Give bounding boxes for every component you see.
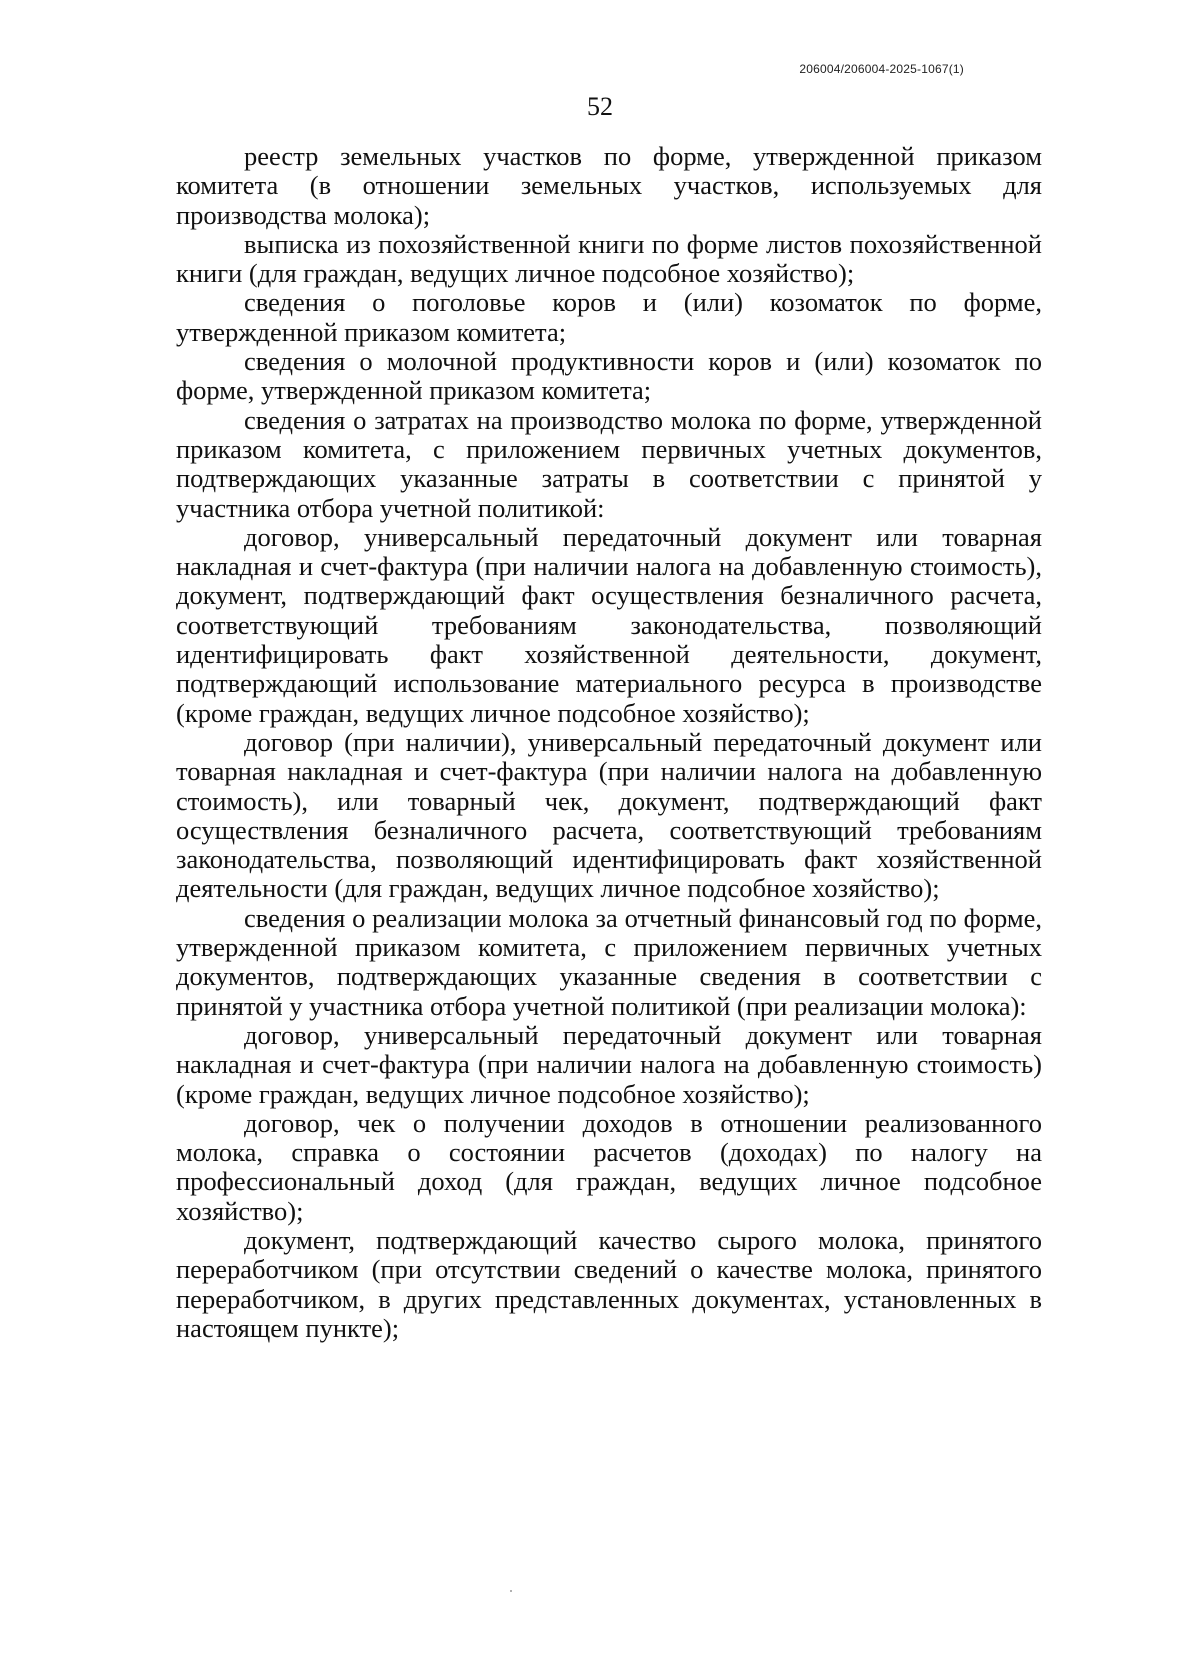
paragraph-sales-documents-households: договор, чек о получении доходов в отношении реализованного молока, справка о состоянии расчетов (доходах) по налогу на профессиональный доход (для граждан, ведущих личное подсобное хозяйство); xyxy=(176,1107,1042,1226)
scan-artifact xyxy=(510,1590,512,1592)
paragraph-milk-productivity: сведения о молочной продуктивности коров и (или) козоматок по форме, утвержденной приказом комитета; xyxy=(176,346,1042,406)
paragraph-production-costs: сведения о затратах на производство молока по форме, утвержденной приказом комитета, с приложением первичных учетных документов, подтверждающих указанные затраты в соответствии с принятой у участника отбора учетной политикой: xyxy=(176,404,1042,523)
paragraph-milk-quality: документ, подтверждающий качество сырого молока, принятого переработчиком (при отсутствии сведений о качестве молока, принятого переработчиком, в других представленных документах, установленных в настоящем пункте); xyxy=(176,1224,1042,1343)
paragraph-land-registry: реестр земельных участков по форме, утвержденной приказом комитета (в отношении земельных участков, используемых для производства молока); xyxy=(176,141,1042,230)
paragraph-milk-sales: сведения о реализации молока за отчетный финансовый год по форме, утвержденной приказом комитета, с приложением первичных учетных документов, подтверждающих указанные сведения в соответствии с принятой у участника отбора учетной политикой (при реализации молока): xyxy=(176,902,1042,1021)
document-id: 206004/206004-2025-1067(1) xyxy=(799,62,964,76)
page-number: 52 xyxy=(587,92,613,121)
paragraph-cost-documents-households: договор (при наличии), универсальный передаточный документ или товарная накладная и счет-фактура (при наличии налога на добавленную стоимость), или товарный чек, документ, подтверждающий факт осуществления безналичного расчета, соответствующий требованиям законодательства, позволяющий идентифицировать факт хозяйственной деятельности (для граждан, ведущих личное подсобное хозяйство); xyxy=(176,726,1042,904)
document-body xyxy=(176,142,1042,1343)
paragraph-livestock-count: сведения о поголовье коров и (или) козоматок по форме, утвержденной приказом комитета; xyxy=(176,287,1042,347)
paragraph-cost-documents-organizations: договор, универсальный передаточный документ или товарная накладная и счет-фактура (при наличии налога на добавленную стоимость), документ, подтверждающий факт осуществления безналичного расчета, соответствующий требованиям законодательства, позволяющий идентифицировать факт хозяйственной деятельности, документ, подтверждающий использование материального ресурса в производстве (кроме граждан, ведущих личное подсобное хозяйство); xyxy=(176,521,1042,728)
paragraph-sales-documents-organizations: договор, универсальный передаточный документ или товарная накладная и счет-фактура (при наличии налога на добавленную стоимость) (кроме граждан, ведущих личное подсобное хозяйство); xyxy=(176,1019,1042,1109)
paragraph-household-book-extract: выписка из похозяйственной книги по форме листов похозяйственной книги (для граждан, ведущих личное подсобное хозяйство); xyxy=(176,228,1042,289)
